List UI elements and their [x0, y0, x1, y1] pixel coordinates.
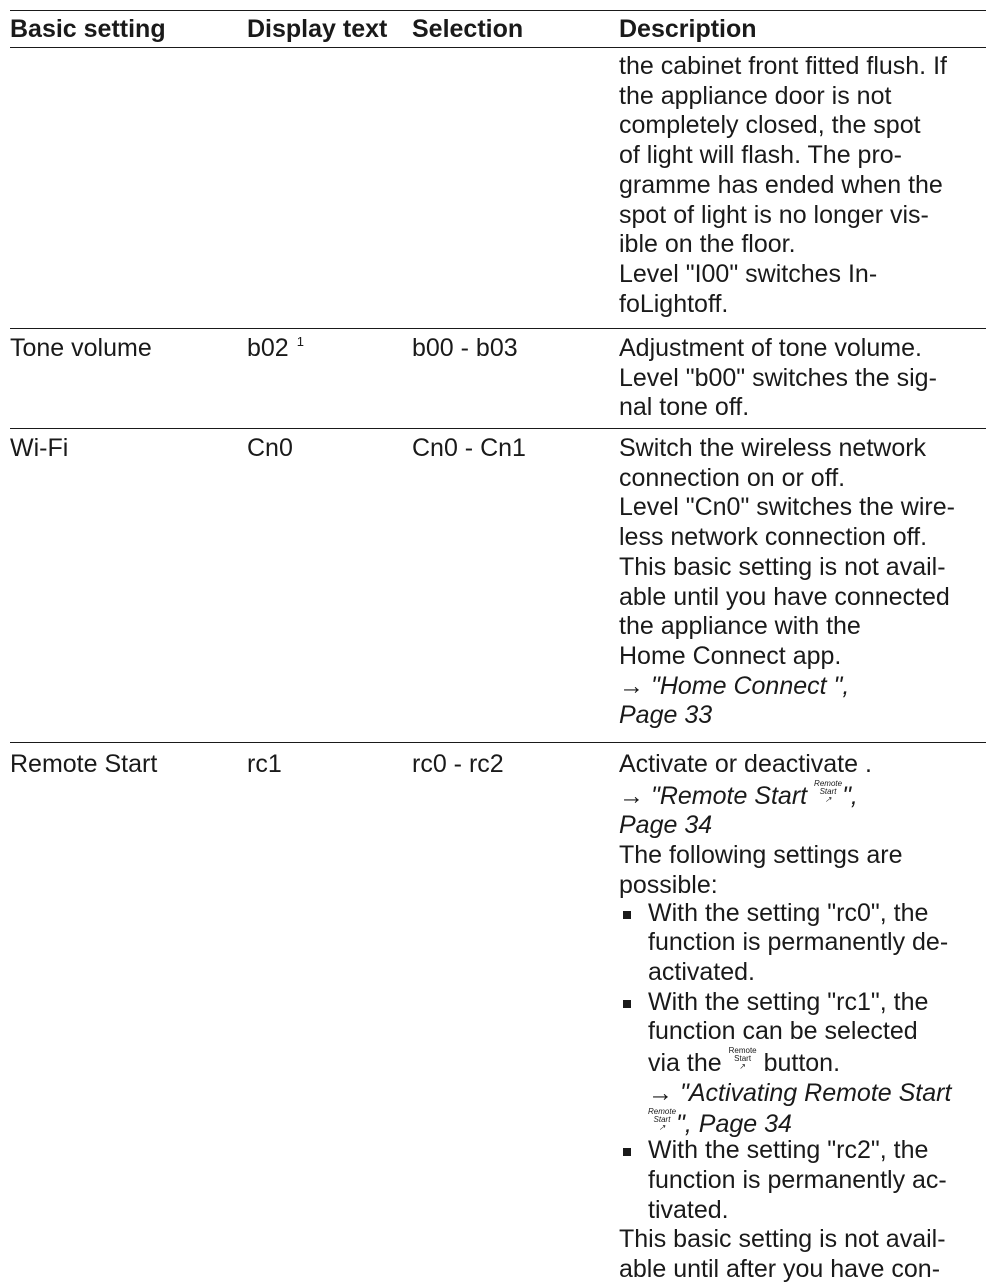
description-remote-start: Activate or deactivate . → "Remote Start Remote Start ↗ ", Page 34 The following settings are possible: — [619, 750, 903, 899]
home-connect-link[interactable]: → "Home Connect ", — [619, 671, 850, 700]
selection-wifi: Cn0 - Cn1 — [412, 434, 526, 462]
table-top-rule — [10, 10, 986, 11]
remote-start-closing-note: This basic setting is not avail- able until after you have con- — [619, 1225, 946, 1283]
setting-remote-start: Remote Start — [10, 750, 158, 778]
display-tone-volume: b02 $^1$ — [247, 334, 304, 362]
remote-start-button-icon: Remote Start ↗ — [728, 1046, 757, 1071]
display-wifi: Cn0 — [247, 434, 293, 462]
selection-remote-start: rc0 - rc2 — [412, 750, 504, 778]
activating-remote-start-link[interactable]: → "Activating Remote Start — [648, 1078, 952, 1107]
home-connect-page-link[interactable]: Page 33 — [619, 701, 713, 730]
bullet-rc1: With the setting "rc1", the function can be selected via the Remote Start ↗ button. → "Activating Remote Start Remote Start ↗ ", Page 34 — [648, 987, 952, 1139]
remote-start-icon: Remote Start ↗ — [648, 1107, 677, 1133]
remote-start-link[interactable]: → "Remote Start Remote Start ↗ ", — [619, 778, 858, 810]
remote-start-page-link[interactable]: Page 34 — [619, 811, 713, 840]
row-divider — [10, 428, 986, 429]
selection-tone-volume: b00 - b03 — [412, 334, 518, 362]
setting-wifi: Wi-Fi — [10, 434, 69, 462]
header-display-text: Display text — [247, 15, 388, 43]
bullet-rc2: With the setting "rc2", the function is permanently ac- tivated. — [648, 1136, 947, 1224]
header-description: Description — [619, 15, 757, 43]
footnote-marker: 1 — [296, 334, 304, 349]
description-tone-volume: Adjustment of tone volume. Level "b00" switches the sig- nal tone off. — [619, 334, 937, 422]
setting-tone-volume: Tone volume — [10, 334, 152, 362]
description-wifi: Switch the wireless network connection on or off. Level "Cn0" switches the wire- less network connection off. This basic setting is not avail- able until you have connected the appliance with the Home Connect app. → "Home Connect ", Page 33 — [619, 434, 955, 730]
header-selection: Selection — [412, 15, 524, 43]
remote-start-icon: Remote Start ↗ — [814, 778, 843, 804]
row-divider — [10, 742, 986, 743]
bullet-marker — [623, 911, 631, 919]
continued-description: the cabinet front fitted flush. If the appliance door is not completely closed, the spot of light will flash. The pro- gramme has ended when the spot of light is no longer vis- ible on the floor. Level "I00" switches In- foLightoff. — [619, 52, 947, 318]
header-bottom-rule — [10, 47, 986, 48]
header-basic-setting: Basic setting — [10, 15, 166, 43]
bullet-rc0: With the setting "rc0", the function is permanently de- activated. — [648, 898, 949, 986]
activating-remote-start-page-link[interactable]: Remote Start ↗ ", Page 34 — [648, 1107, 792, 1139]
bullet-marker — [623, 1148, 631, 1156]
row-divider — [10, 328, 986, 329]
display-remote-start: rc1 — [247, 750, 282, 778]
bullet-marker — [623, 1000, 631, 1008]
